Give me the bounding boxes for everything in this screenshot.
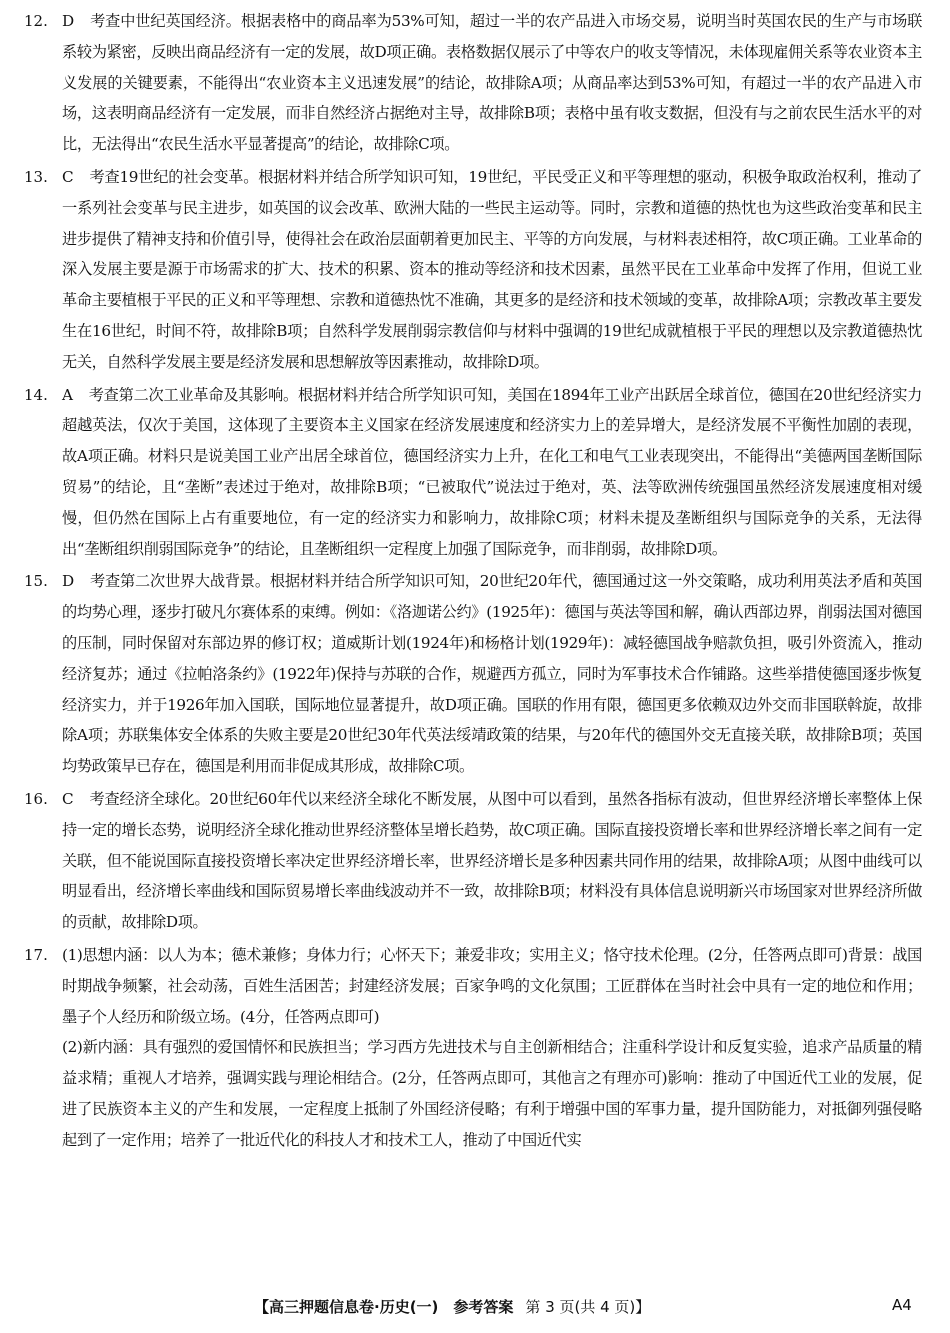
explanation-text: 考查第二次工业革命及其影响。根据材料并结合所学知识可知，美国在1894年工业产出跃居全球首位，德国在20世纪经济实力超越英法，仅次于美国，这体现了主要资本主义国家在经济发展速度和经济实力上的差异增大，是经济发展不平衡性加剧的表现，故A项正确。材料只是说美国工业产出居全球首位，德国经济实力上升，在化工和电气工业表现突出，不能得出“美德两国垄断国际贸易”的结论，且“垄断”表述过于绝对，故排除B项；“已被取代”说法过于绝对，英、法等欧洲传统强国虽然经济发展速度相对缓慢，但仍然在国际上占有重要地位，有一定的经济实力和影响力，故排除C项；材料未提及垄断组织与国际竞争的关系，无法得出“垄断组织削弱国际竞争”的结论，且垄断组织一定程度上加强了国际竞争，而非削弱，故排除D项。 <box>62 385 922 558</box>
question-number: 16. <box>24 789 48 808</box>
question-number: 13. <box>24 167 48 186</box>
explanation <box>62 784 922 938</box>
explanation <box>62 940 922 1156</box>
answer-item-16 <box>24 784 922 938</box>
answer-list <box>24 6 922 1157</box>
explanation-text: 考查19世纪的社会变革。根据材料并结合所学知识可知，19世纪，平民受正义和平等理想的驱动，积极争取政治权利，推动了一系列社会变革与民主进步，如英国的议会改革、欧洲大陆的一些民主运动等。同时，宗教和道德的热忱也为这些政治变革和民主进步提供了精神支持和价值引导，使得社会在政治层面朝着更加民主、平等的方向发展，与材料表述相符，故C项正确。工业革命的深入发展主要是源于市场需求的扩大、技术的积累、资本的推动等经济和技术因素，虽然平民在工业革命中发挥了作用，但说工业革命主要植根于平民的正义和平等理想、宗教和道德热忱不准确，其更多的是经济和技术领域的变革，故排除A项；宗教改革主要发生在16世纪，时间不符，故排除B项；自然科学发展削弱宗教信仰与材料中强调的19世纪成就植根于平民的理想以及宗教道德热忱无关，自然科学发展主要是经济发展和思想解放等因素推动，故排除D项。 <box>62 167 922 371</box>
question-number: 12. <box>24 12 48 30</box>
answer-item-12 <box>24 6 922 160</box>
page-footer <box>0 1296 950 1322</box>
explanation-paragraph <box>62 162 922 378</box>
answer-letter: A <box>62 385 73 404</box>
question-number: 14. <box>24 385 48 404</box>
answer-letter: C <box>62 789 74 808</box>
answer-item-13 <box>24 162 922 378</box>
paper-size-code: A4 <box>892 1296 912 1314</box>
page-number: 第 3 页(共 4 页)】 <box>525 1298 651 1316</box>
question-number: 15. <box>24 572 48 591</box>
explanation <box>62 380 922 565</box>
answer-letter: C <box>62 167 74 186</box>
explanation-paragraph <box>62 784 922 938</box>
explanation-text: 考查第二次世界大战背景。根据材料并结合所学知识可知，20世纪20年代，德国通过这一外交策略，成功利用英法矛盾和英国的均势心理，逐步打破凡尔赛体系的束缚。例如：《洛迦诺公约》(1925年)：德国与英法等国和解，确认西部边界，削弱法国对德国的压制，同时保留对东部边界的修订权；道威斯计划(1924年)和杨格计划(1929年)：减轻德国战争赔款负担，吸引外资流入，推动经济复苏；通过《拉帕洛条约》(1922年)保持与苏联的合作，规避西方孤立，同时为军事技术合作铺路。这些举措使德国逐步恢复经济实力，并于1926年加入国联，国际地位显著提升，故D项正确。国联的作用有限，德国更多依赖双边外交而非国联斡旋，故排除A项；苏联集体安全体系的失败主要是20世纪30年代英法绥靖政策的结果，与20年代的德国外交无直接关联，故排除B项；英国均势政策早已存在，德国是利用而非促成其形成，故排除C项。 <box>62 572 922 776</box>
explanation <box>62 6 922 160</box>
explanation-paragraph <box>62 6 922 160</box>
question-number: 17. <box>24 945 48 964</box>
explanation <box>62 566 922 782</box>
answer-item-14 <box>24 380 922 565</box>
explanation-text: 考查经济全球化。20世纪60年代以来经济全球化不断发展，从图中可以看到，虽然各指标有波动，但世界经济增长率整体上保持一定的增长态势，说明经济全球化推动世界经济整体呈增长趋势，故C项正确。国际直接投资增长率和世界经济增长率之间有一定关联，但不能说国际直接投资增长率决定世界经济增长率，世界经济增长是多种因素共同作用的结果，故排除A项；从图中曲线可以明显看出，经济增长率曲线和国际贸易增长率曲线波动并不一致，故排除B项；材料没有具体信息说明新兴市场国家对世界经济所做的贡献，故排除D项。 <box>62 789 922 932</box>
answer-item-17 <box>24 940 922 1156</box>
explanation-paragraph-2: (2)新内涵：具有强烈的爱国情怀和民族担当；学习西方先进技术与自主创新相结合；注重科学设计和反复实验，追求产品质量的精益求精；重视人才培养，强调实践与理论相结合。(2分，任答两点即可，其他言之有理亦可)影响：推动了中国近代工业的发展，促进了民族资本主义的产生和发展，一定程度上抵制了外国经济侵略；有利于增强中国的军事力量，提升国防能力，对抵御列强侵略起到了一定作用；培养了一批近代化的科技人才和技术工人，推动了中国近代实 <box>62 1038 922 1149</box>
answer-letter: D <box>62 12 74 30</box>
answer-letter: D <box>62 572 74 591</box>
explanation-text: 考查中世纪英国经济。根据表格中的商品率为53%可知，超过一半的农产品进入市场交易，说明当时英国农民的生产与市场联系较为紧密，反映出商品经济有一定的发展，故D项正确。表格数据仅展示了中等农户的收支等情况，未体现雇佣关系等农业资本主义发展的关键要素，不能得出“农业资本主义迅速发展”的结论，故排除A项；从商品率达到53%可知，有超过一半的农产品进入市场，这表明商品经济有一定发展，而非自然经济占据绝对主导，故排除B项；表格中虽有收支数据，但没有与之前农民生活水平的对比，无法得出“农民生活水平显著提高”的结论，故排除C项。 <box>62 12 922 154</box>
footer-title-text: 【高三押题信息卷·历史(一) 参考答案 <box>254 1298 514 1316</box>
answer-item-15 <box>24 566 922 782</box>
explanation-paragraph <box>62 566 922 782</box>
explanation-paragraph-1: (1)思想内涵：以人为本；德术兼修；身体力行；心怀天下；兼爱非攻；实用主义；恪守技术伦理。(2分，任答两点即可)背景：战国时期战争频繁，社会动荡，百姓生活困苦；封建经济发展；百家争鸣的文化氛围；工匠群体在当时社会中具有一定的地位和作用；墨子个人经历和阶级立场。(4分，任答两点即可) <box>62 945 922 1026</box>
explanation-paragraph <box>62 380 922 565</box>
footer-title <box>254 1296 650 1317</box>
explanation <box>62 162 922 378</box>
